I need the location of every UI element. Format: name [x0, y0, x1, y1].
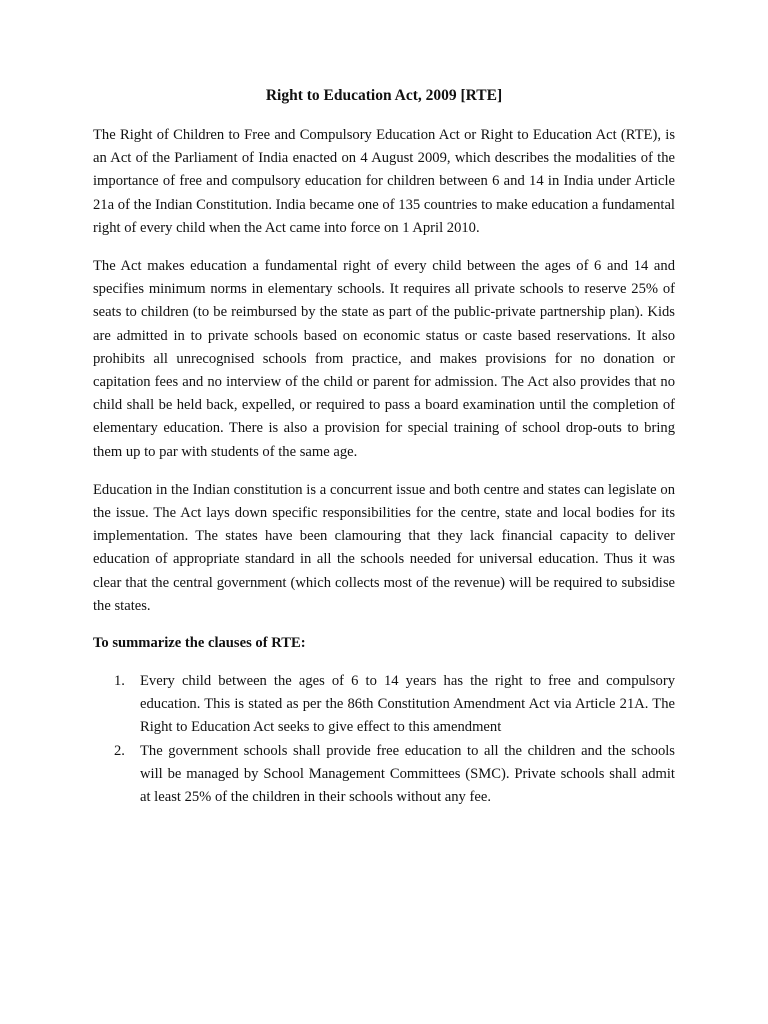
paragraph-act-provisions: The Act makes education a fundamental right of every child between the ages of 6 and 14 and specifies minimum norms in elementary schools. It requires all private schools to reserve 25% of seats to children (to be reimbursed by the state as part of the public-private partnership plan). Kids are admitted in to private schools based on economic status or caste based reservations. It also prohibits all unrecognised schools from practice, and makes provisions for no donation or capitation fees and no interview of the child or parent for admission. The Act also provides that no child shall be held back, expelled, or required to pass a board examination until the completion of elementary education. There is also a provision for special training of school drop-outs to bring them up to par with students of the same age. — [93, 258, 675, 460]
list-item — [93, 740, 675, 810]
clauses-list — [93, 670, 675, 809]
list-item-number: 2. — [114, 742, 125, 759]
list-item-number: 1. — [114, 673, 125, 690]
paragraph-concurrent-issue: Education in the Indian constitution is a concurrent issue and both centre and states can legislate on the issue. The Act lays down specific responsibilities for the centre, state and local bodies for its implementation. The states have been clamouring that they lack financial capacity to deliver education of appropriate standard in all the schools needed for universal education. Thus it was clear that the central government (which collects most of the revenue) will be required to subsidise the states. — [93, 481, 675, 614]
document-page — [93, 86, 675, 809]
document-title: Right to Education Act, 2009 [RTE] — [265, 87, 503, 104]
list-item-text: The government schools shall provide free education to all the children and the schools will be managed by School Management Committees (SMC). Private schools shall admit at least 25% of the children in their schools without any fee. — [140, 742, 675, 806]
summary-heading: To summarize the clauses of RTE: — [93, 635, 306, 652]
list-item — [93, 670, 675, 740]
paragraph-intro: The Right of Children to Free and Compulsory Education Act or Right to Education Act (RTE), is an Act of the Parliament of India enacted on 4 August 2009, which describes the modalities of the importance of free and compulsory education for children between 6 and 14 in India under Article 21a of the Indian Constitution. India became one of 135 countries to make education a fundamental right of every child when the Act came into force on 1 April 2010. — [93, 127, 675, 236]
list-item-text: Every child between the ages of 6 to 14 years has the right to free and compulsory education. This is stated as per the 86th Constitution Amendment Act via Article 21A. The Right to Education Act seeks to give effect to this amendment — [140, 673, 675, 736]
